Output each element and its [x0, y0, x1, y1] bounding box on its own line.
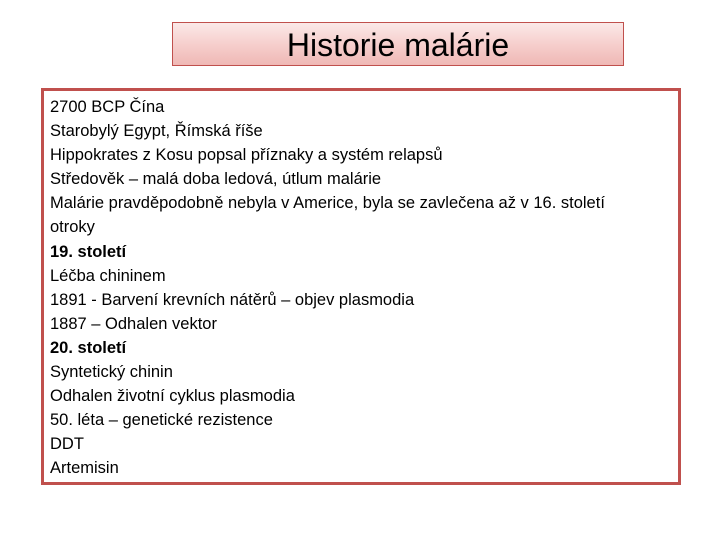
history-line: Starobylý Egypt, Římská říše	[50, 122, 263, 141]
history-line: Léčba chininem	[50, 266, 166, 285]
history-line: Středověk – malá doba ledová, útlum malárie	[50, 170, 382, 189]
history-line: Hippokrates z Kosu popsal příznaky a systém relapsů	[50, 146, 443, 165]
history-line: otroky	[50, 218, 95, 237]
history-line: 50. léta – genetické rezistence	[50, 411, 273, 430]
title-box	[172, 22, 624, 66]
history-line: Odhalen životní cyklus plasmodia	[50, 387, 295, 406]
history-line: 2700 BCP Čína	[50, 98, 165, 116]
history-line: Artemisin	[50, 459, 119, 478]
history-line: DDT	[50, 435, 84, 454]
history-line: Syntetický chinin	[50, 363, 173, 382]
history-line: 1887 – Odhalen vektor	[50, 314, 217, 333]
slide-title: Historie malárie	[286, 27, 510, 63]
content-box	[41, 88, 681, 485]
history-line: Malárie pravděpodobně nebyla v Americe, byla se zavlečena až v 16. století	[50, 194, 605, 213]
section-heading: 19. století	[50, 242, 127, 261]
history-line: 1891 - Barvení krevních nátěrů – objev plasmodia	[50, 290, 415, 309]
section-heading: 20. století	[50, 338, 127, 357]
